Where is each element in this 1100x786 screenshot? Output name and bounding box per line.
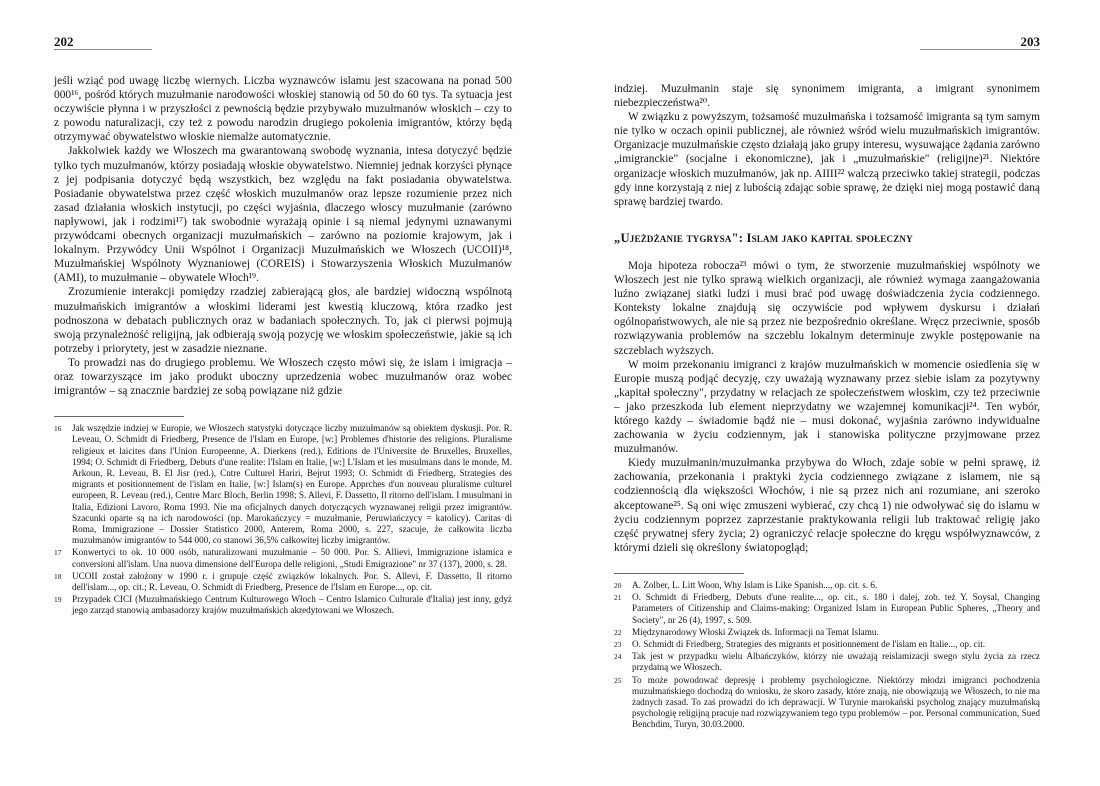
header-rule xyxy=(920,49,1040,50)
footnote-number: 23 xyxy=(614,639,622,649)
footnote xyxy=(54,594,512,616)
footnote-rule xyxy=(54,416,184,417)
paragraph: jeśli wziąć pod uwagę liczbę wiernych. Liczba wyznawców islamu jest szacowana na ponad 500 000¹⁶, pośród których muzułmanie narodowości włoskiej stanowią od 50 do 60 tys. Ta sytuacja jest oczywiście płynna i w przyszłości z pewnością będzie przybywało muzułmanów włoskich – czy to z powodu naturalizacji, czy też z powodu narodzin drugiego pokolenia imigrantów, którzy będą otrzymywać obywatelstwo włoskie niemalże automatycznie. xyxy=(54,75,512,144)
footnote xyxy=(614,639,1040,650)
left-footnotes xyxy=(54,423,512,616)
paragraph: Jakkolwiek każdy we Włoszech ma gwarantowaną swobodę wyznania, intesa dotyczyć będzie tylko tych muzułmanów, którzy posiadają włoskie obywatelstwo. Niemniej jednak korzyści płynące z jej podpisania dotyczyć będą wszystkich, bez względu na fakt posiadania obywatelstwa. Posiadanie obywatelstwa przez część włoskich muzułmanów oraz lepsze rozumienie przez nich zasad działania włoskich instytucji, po części wyjaśnia, dlaczego włoscy muzułmanie (zarówno napływowi, jak i rodzimi¹⁷) tak swobodnie wyrażają opinie i są niemal jedynymi uznawanymi przywódcami obecnych organizacji muzułmańskich – zarówno na poziomie krajowym, jak i lokalnym. Przywódcy Unii Wspólnot i Organizacji Muzułmańskich we Włoszech (UCOII)¹⁸, Muzułmańskiej Wspólnoty Wyznaniowej (COREIS) i Stowarzyszenia Włoskich Muzułmanów (AMI), to muzułmanie – obywatele Włoch¹⁹. xyxy=(54,145,512,285)
footnote-number: 16 xyxy=(54,424,62,434)
footnote-text: A. Zolber, L. Litt Woon, Why Islam is Like Spanish..., op. cit. s. 6. xyxy=(632,579,878,590)
header-rule xyxy=(54,49,152,50)
left-body-text xyxy=(54,74,512,398)
footnote-text: Międzynarodowy Włoski Związek ds. Informacji na Temat Islamu. xyxy=(632,626,879,637)
right-page xyxy=(550,0,1100,786)
footnote-text: UCOII został założony w 1990 r. i grupuje część związków lokalnych. Por. S. Allevi, F. Dassetto, Il ritorno dell'islam..., op. cit.; R. Leveau, O. Schmidt di Friedberg, Presence de l'Islam en Europe..., op. cit. xyxy=(72,570,512,592)
footnote xyxy=(54,571,512,593)
footnote xyxy=(614,580,1040,591)
right-footnotes xyxy=(614,580,1040,731)
paragraph: Moja hipoteza robocza²³ mówi o tym, że stworzenie muzułmańskiej wspólnoty we Włoszech jest nie tylko sprawą wielkich organizacji, ale również wymaga zaangażowania luźno związanej siatki ludzi i musi brać pod uwagę doświadczenia życia codziennego. Konteksty lokalne znajdują się oczywiście pod wpływem dyskursu i działań ogólnopaństwowych, ale nie są przez nie bezpośrednio określane. Wręcz przeciwnie, sposób rozwiązywania problemów na szczeblu lokalnym determinuje zwykle postępowanie na szczeblach wyższych. xyxy=(614,259,1040,357)
footnote-number: 24 xyxy=(614,652,622,662)
footnote-number: 20 xyxy=(614,580,622,590)
footnote-text: O. Schmidt di Friedberg, Debuts d'une realite..., op. cit., s. 180 i dalej, zob. też Y. Soysal, Changing Parameters of Citizenship and Claims-making: Organized Islam in European Public Spheres, „Theory and Society", nr 26 (4), 1997, s. 509. xyxy=(632,592,1040,625)
footnote-number: 17 xyxy=(54,548,62,558)
paragraph: Zrozumienie interakcji pomiędzy rzadziej zabierającą głos, ale bardziej widoczną wspólnotą muzułmańskich imigrantów a włoskimi liderami jest kwestią kluczową, która rzadko jest podnoszona w debatach publicznych oraz w badaniach społecznych. To, jak ci pierwsi pojmują swoją przynależność religijną, jak odbierają swoją pozycję we włoskim społeczeństwie, jakie są ich potrzeby i priorytety, jest w zasadzie nieznane. xyxy=(54,286,512,355)
paragraph: To prowadzi nas do drugiego problemu. We Włoszech często mówi się, że islam i imigracja – oraz towarzyszące im jako produkt uboczny uprzedzenia wobec muzułmanów oraz wobec imigrantów – są znacznie bardziej ze sobą powiązane niż gdzie xyxy=(54,356,512,398)
page-number-text: 202 xyxy=(54,34,74,49)
paragraph: indziej. Muzułmanin staje się synonimem imigranta, a imigrant synonimem niebezpieczeństwa²⁰. xyxy=(614,83,1040,110)
footnote xyxy=(54,423,512,546)
heading-quote: „Ujeżdżanie tygrysa": xyxy=(614,230,744,245)
footnote xyxy=(614,651,1040,673)
paragraph: Kiedy muzułmanin/muzułmanka przybywa do Włoch, zdaje sobie w pełni sprawę, iż zachowania, przekonania i praktyki życia codziennego związane z islamem, nie są codziennością dla większości Włochów, i nie są przez nich ani rozumiane, ani szeroko akceptowane²⁵. Są oni więc zmuszeni wybierać, czy chcą 1) nie odwoływać się do islamu w życiu codziennym poprzez zaprzestanie praktykowania religii lub traktować religię jako część prywatnej sfery życia; 2) ograniczyć relacje społeczne do kręgu współwyznawców, z którymi dzieli się określony światopogląd; xyxy=(614,457,1040,554)
footnote xyxy=(614,675,1040,731)
footnote-number: 22 xyxy=(614,627,622,637)
footnote-number: 19 xyxy=(54,595,62,605)
footnote-number: 21 xyxy=(614,593,622,603)
paragraph: W moim przekonaniu imigranci z krajów muzułmańskich w momencie osiedlenia się w Europie muszą podjąć decyzję, czy uważają wyznawany przez siebie islam za pozytywny „kapitał społeczny", przydatny w relacjach ze społeczeństwem włoskim, czy też przeciwnie – jako przeszkoda lub element nieprzydatny we wzajemnej komunikacji²⁴. Ten wybór, którego każdy – świadomie bądź nie – musi dokonać, wyjaśnia zarówno indywidualne zachowania w życiu codziennym, jak i stanowiska polityczne przyjmowane przez muzułmanów. xyxy=(614,358,1040,456)
footnote-text: Tak jest w przypadku wielu Albańczyków, którzy nie uważają reislamizacji swego stylu życia za rzecz przydatną we Włoszech. xyxy=(632,651,1040,673)
footnote-rule xyxy=(614,573,744,574)
footnote xyxy=(614,627,1040,638)
page-number-left xyxy=(54,34,512,50)
right-body-text xyxy=(614,82,1040,555)
paragraph: W związku z powyższym, tożsamość muzułmańska i tożsamość imigranta są tym samym nie tylko w oczach opinii publicznej, ale również wśród wielu muzułmańskich imigrantów. Organizacje muzułmańskie często działają jako grupy interesu, wysuwające żądania zarówno „imigranckie" (socjalne i ekonomiczne), jak i „muzułmańskie" (religijne)²¹. Niektóre organizacje włoskich muzułmanów, jak np. AIIII²² walczą przeciwko takiej strategii, podczas gdy inne korzystają z niej z lubością zdając sobie sprawę, że dzięki niej mogą postawić daną sprawę bardziej twardo. xyxy=(614,111,1040,208)
footnote-text: Konwertyci to ok. 10 000 osób, naturalizowani muzułmanie – 50 000. Por. S. Allievi, Immigrazione islamica e conversioni all'islam. Una nuova dimensione dell'Europa delle religioni, „Studi Emigrazione" nr 37 (137), 2000, s. 28. xyxy=(72,547,512,569)
footnote-number: 25 xyxy=(614,675,622,685)
page-number-text: 203 xyxy=(1020,34,1040,49)
footnote-text: Jak wszędzie indziej w Europie, we Włoszech statystyki dotyczące liczby muzułmanów są obiektem dyskusji. Por. R. Leveau, O. Schmidt di Friedberg, Presence de l'Islam en Europe, [w:] Problemes d'historie des religions. Pluralisme religieux et laicites dans l'Union Europeenne, A. Dierkens (red.), Editions de l'Universite de Bruxelles, Bruxelles, 1994; O. Schmidt di Friedberg, Debuts d'une realite: l'Islam en Italie, [w:] L'Islam et les musulmans dans le monde, M. Arkoun, R. Leveau, B. El Jisr (red.), Cntre Culturel Hariri, Bejrut 1993; O. Schmidt di Friedberg, Strategies des migrants et positionnement de l'islam en Italie, [w:] Islam(s) en Europe. Apprches d'un nouveau pluralisme culturel europeen, R. Leveau (red.), Centre Marc Bloch, Berlin 1998; S. Allevi, F. Dassetto, Il ritorno dell'islam. I musulmani in Italia, Edizioni Lavoro, Roma 1993. Nie ma oficjalnych danych dotyczących wyznawanej religii przez imigrantów. Szacunki oparte są na ich narodowości (np. Marokańczycy = muzułmanie, Peruwiańczycy = katolicy). Caritas di Roma, Immigrazione – Dossier Statistico 2000, Anterem, Roma 2000, s. 227, szacuje, że całkowita liczba muzułmanów imigrantów to 544 000, co stanowi 36,5% całkowitej liczby imigrantów. xyxy=(72,423,512,546)
heading-title: Islam jako kapitał społeczny xyxy=(746,230,913,245)
footnote-text: O. Schmidt di Friedberg, Strategies des migrants et positionnement de l'islam en Italie..., op. cit. xyxy=(632,638,986,649)
footnote-text: To może powodować depresję i problemy psychologiczne. Niektórzy młodzi imigranci pochodzenia muzułmańskiego dochodzą do wniosku, że skoro zasady, które znają, nie obowiązują we Włoszech, to nie ma żadnych zasad. To zaś prowadzi do ich deprawacji. W Turynie marokański psycholog znający muzułmańską psychologię religijną pracuje nad rozwiązywaniem tego typu problemów – por. Personal communication, Sued Benchdim, Turyn, 30.03.2000. xyxy=(632,674,1040,730)
page-number-right xyxy=(614,34,1040,50)
footnote-number: 18 xyxy=(54,571,62,581)
section-heading xyxy=(614,231,1040,245)
footnote xyxy=(614,592,1040,626)
footnote-text: Przypadek CICI (Muzułmańskiego Centrum Kulturowego Włoch – Centro Islamico Culturale d'Italia) jest inny, gdyż jego zarząd stanowią ambasadorzy krajów muzułmańskich akredytowani we Włoszech. xyxy=(72,594,512,616)
footnote xyxy=(54,547,512,569)
